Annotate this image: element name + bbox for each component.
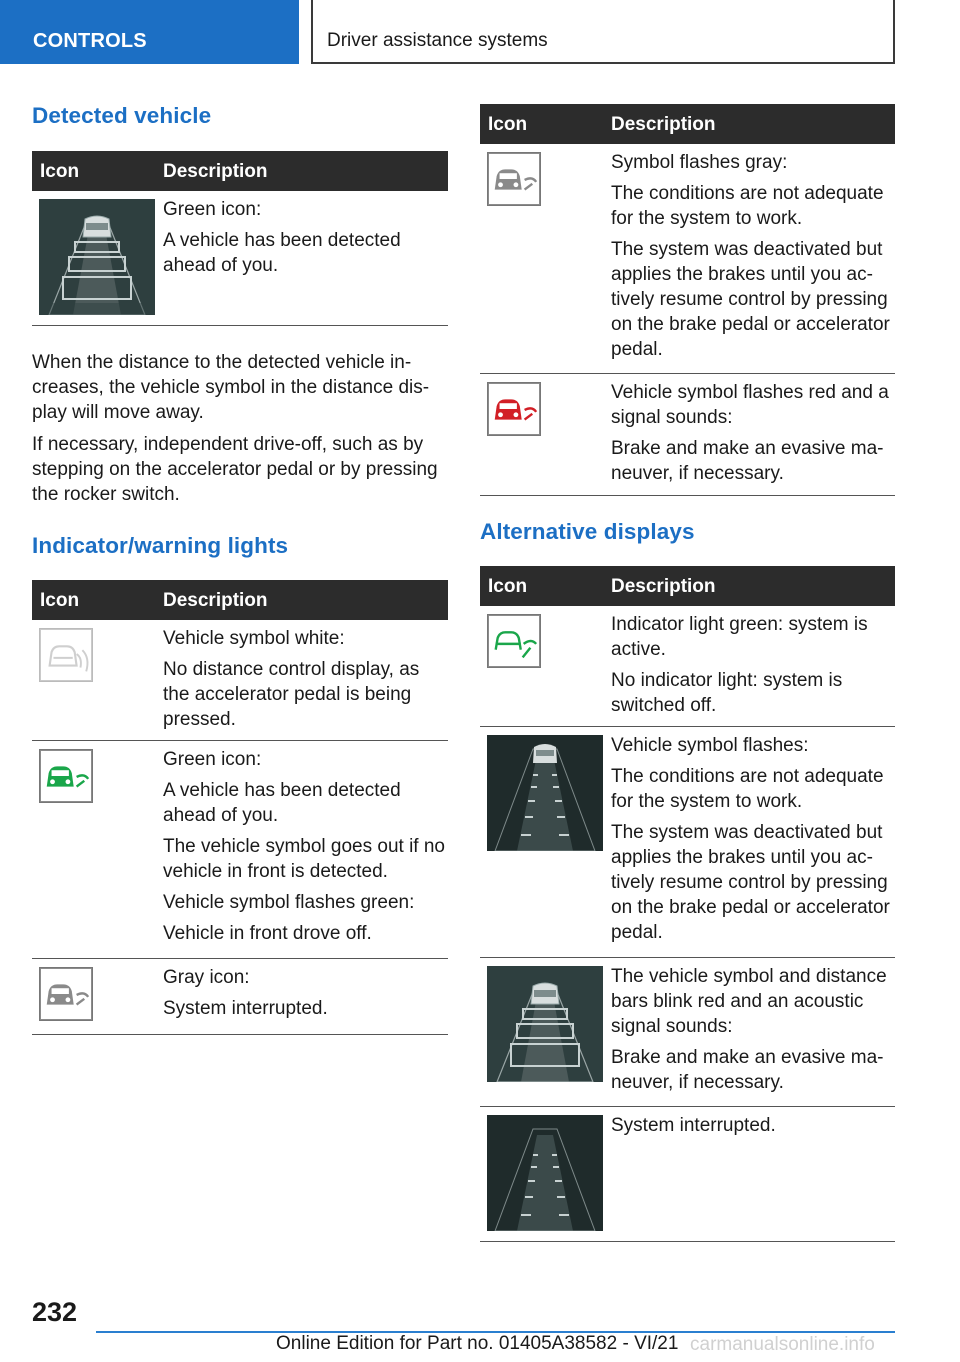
description-line: Symbol flashes gray:	[611, 152, 788, 173]
left-column	[32, 0, 448, 1290]
description-line: Indicator light green: system is active.	[611, 614, 868, 660]
description-line: The system was deactivated but applies the brakes until you actively resume control by pressing on the brake pedal or accelerator pedal.	[611, 822, 890, 943]
description-line: Vehicle symbol flashes red and a signal sounds:	[611, 382, 889, 428]
watermark: carmanualsonline.info	[690, 1334, 875, 1355]
paragraph: If necessary, independent drive-off, such as by stepping on the accelerator pedal or by pressing the rocker switch.	[32, 434, 438, 505]
detected-vehicle-table	[32, 151, 448, 326]
description-cell	[611, 958, 895, 1103]
description-cell	[163, 620, 448, 740]
header-icon-label: Icon	[488, 576, 528, 597]
table-row	[480, 144, 895, 374]
indicator-lights-table	[32, 580, 448, 1035]
header-icon-label: Icon	[40, 590, 80, 611]
header-icon-label: Icon	[40, 161, 80, 182]
vehicle-green-icon	[39, 749, 93, 808]
description-line: No distance control display, as the accelerator pedal is being pressed.	[163, 659, 420, 730]
table-row	[32, 620, 448, 741]
description-cell	[611, 606, 895, 726]
table-row	[32, 959, 448, 1035]
description-line: A vehicle has been detected ahead of you.	[163, 780, 401, 826]
header-description-label: Description	[163, 161, 268, 182]
description-cell	[163, 959, 448, 1029]
road-car-green-icon	[39, 199, 155, 315]
description-line: Vehicle symbol flashes green:	[163, 892, 415, 913]
page-number: 232	[32, 1297, 78, 1327]
description-line: The conditions are not adequate for the system to work.	[611, 183, 884, 229]
table-header	[32, 580, 448, 620]
description-line: No indicator light: system is switched off.	[611, 670, 843, 716]
description-cell	[611, 374, 895, 494]
description-line: The vehicle symbol and distance bars blink red and an acoustic signal sounds:	[611, 966, 887, 1037]
vehicle-outline-green-icon	[487, 614, 541, 673]
chapter-title: Driver assistance systems	[311, 0, 895, 64]
paragraph: When the distance to the detected vehicle increases, the vehicle symbol in the distance display will move away.	[32, 352, 430, 423]
description-line: Vehicle symbol white:	[163, 628, 345, 649]
header-description-label: Description	[611, 114, 716, 135]
description-line: Brake and make an evasive maneuver, if necessary.	[611, 438, 884, 484]
warning-table	[480, 104, 895, 496]
description-cell	[163, 191, 448, 286]
description-line: System interrupted.	[163, 998, 328, 1019]
section-title-alternative-displays: Alternative displays	[480, 519, 695, 544]
description-line: Vehicle symbol flashes:	[611, 735, 809, 756]
description-line: System interrupted.	[611, 1115, 776, 1136]
table-row	[32, 741, 448, 959]
description-line: A vehicle has been detected ahead of you.	[163, 230, 401, 276]
header-icon-label: Icon	[488, 114, 528, 135]
description-line: The vehicle symbol goes out if no vehicle in front is detected.	[163, 836, 445, 882]
section-title-indicator-lights: Indicator/warning lights	[32, 533, 289, 558]
table-row	[480, 958, 895, 1107]
header-description-label: Description	[163, 590, 268, 611]
body-text	[32, 350, 448, 514]
table-row	[480, 727, 895, 958]
right-column	[480, 0, 895, 1290]
table-row	[480, 374, 895, 496]
section-tab: CONTROLS	[0, 0, 299, 64]
table-row	[480, 1107, 895, 1242]
description-cell	[611, 727, 895, 953]
description-line: The system was deactivated but applies the brakes until you actively resume control by pressing on the brake pedal or accelerator pedal.	[611, 239, 890, 360]
vehicle-gray-icon	[39, 967, 93, 1026]
alternative-displays-table	[480, 566, 895, 1242]
road-empty-icon	[487, 1115, 603, 1231]
road-car-dim-icon	[487, 735, 603, 851]
table-header	[480, 566, 895, 606]
vehicle-white-icon	[39, 628, 93, 687]
table-header	[32, 151, 448, 191]
vehicle-gray-flashing-icon	[487, 152, 541, 211]
table-header	[480, 104, 895, 144]
description-line: Gray icon:	[163, 967, 250, 988]
edition-note: Online Edition for Part no. 01405A38582 - VI/21	[276, 1333, 679, 1354]
description-line: Green icon:	[163, 749, 262, 770]
description-line: Green icon:	[163, 199, 262, 220]
section-title-detected-vehicle: Detected vehicle	[32, 103, 212, 128]
vehicle-red-icon	[487, 382, 541, 441]
description-cell	[611, 1107, 895, 1146]
description-line: Brake and make an evasive maneuver, if necessary.	[611, 1047, 884, 1093]
road-car-bars-icon	[487, 966, 603, 1082]
table-row	[480, 606, 895, 727]
header-description-label: Description	[611, 576, 716, 597]
description-line: The conditions are not adequate for the system to work.	[611, 766, 884, 812]
description-line: Vehicle in front drove off.	[163, 923, 372, 944]
table-row	[32, 191, 448, 326]
description-cell	[163, 741, 448, 954]
description-cell	[611, 144, 895, 370]
